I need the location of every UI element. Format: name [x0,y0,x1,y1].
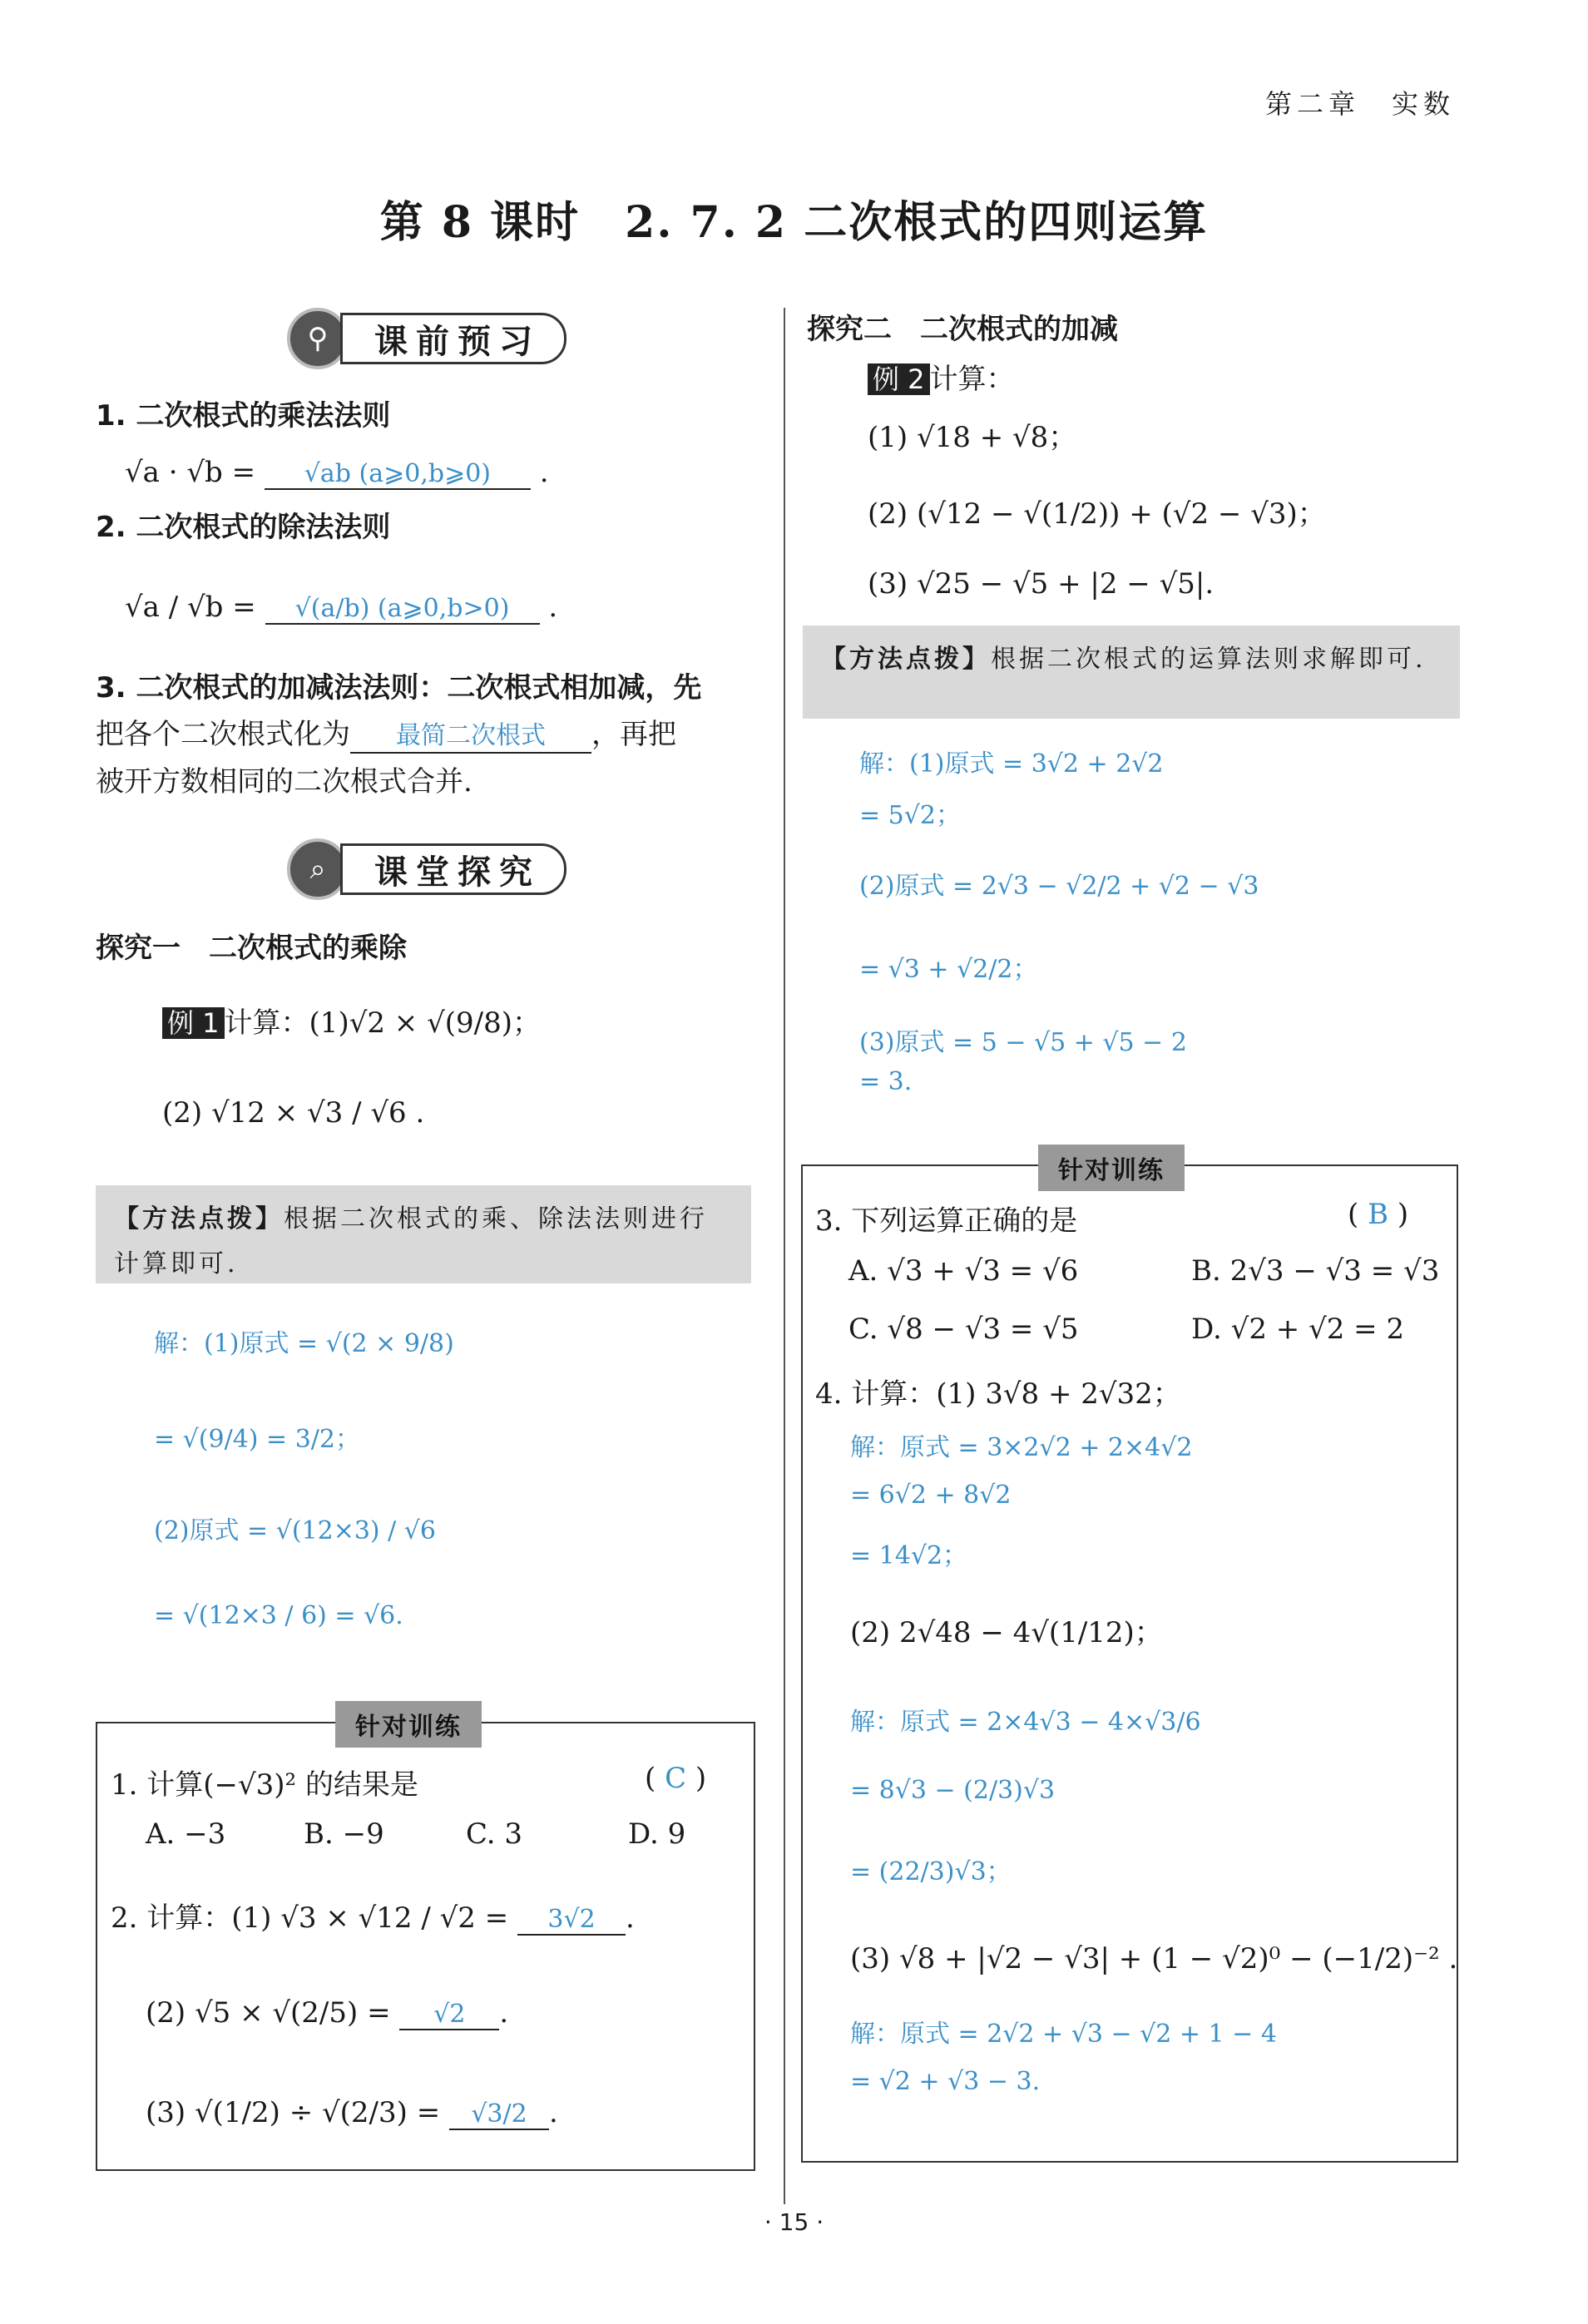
column-divider [784,308,785,2204]
practice-q1-option-b: B. −9 [304,1817,384,1851]
practice-q1: 1. 计算(−√3)² 的结果是 [111,1768,418,1802]
preview-q3-line2a: 把各个二次根式化为 [96,718,350,752]
lesson-title: 第 8 课时 2. 7. 2 二次根式的四则运算 [379,197,1209,248]
method-tip-1 [96,1185,751,1283]
practice-q3: 3. 下列运算正确的是 [815,1204,1078,1238]
solution2-line1: 解：(1)原式 = 3√2 + 2√2 [859,749,1164,779]
method-tip-2-text: 根据二次根式的运算法则求解即可. [991,645,1427,674]
solution2-line2: = 5√2； [859,801,961,830]
explore-section1-title: 探究一 二次根式的乘除 [96,932,407,965]
practice-q4-2: (2) 2√48 − 4√(1/12)； [850,1616,1163,1649]
practice-q1-answer: C [665,1762,687,1795]
chapter-header: 第二章 实数 [1264,88,1455,120]
practice-q2-2: (2) √5 × √(2/5) = [146,1996,391,2030]
practice-tag-left: 针对训练 [335,1701,482,1748]
explore-banner-label: 课堂探究 [340,843,566,895]
preview-q3-line1: 3. 二次根式的加减法法则：二次根式相加减，先 [96,671,702,705]
preview-q3-line3: 被开方数相同的二次根式合并. [96,765,472,799]
practice-q2-1-answer: 3√2 [517,1905,626,1936]
solution1-line3: (2)原式 = √(12×3) / √6 [154,1516,437,1545]
practice-q3-option-c: C. √8 − √3 = √5 [848,1313,1079,1346]
example1-line1: 计算：(1)√2 × √(9/8)； [224,1006,542,1040]
practice-q4-2-sol2: = 8√3 − (2/3)√3 [850,1776,1056,1805]
practice-q2-2-answer: √2 [399,2000,499,2030]
practice-q4-1-sol1: 解：原式 = 3×2√2 + 2×4√2 [850,1433,1193,1462]
method-tip-2-label: 【方法点拨】 [821,645,991,674]
practice-q4-2-sol1: 解：原式 = 2×4√3 − 4×√3/6 [850,1708,1201,1737]
practice-q3-answer: B [1368,1198,1389,1231]
example2-intro: 计算： [929,363,1015,396]
practice-q2-3: (3) √(1/2) ÷ √(2/3) = [146,2096,441,2129]
preview-banner-label: 课前预习 [340,313,566,364]
solution2-line3: (2)原式 = 2√3 − √2/2 + √2 − √3 [859,872,1259,901]
preview-q3-answer: 最简二次根式 [350,719,591,754]
practice-q4-2-sol3: = (22/3)√3； [850,1857,1012,1886]
solution2-line5: (3)原式 = 5 − √5 + √5 − 2 [859,1028,1187,1057]
preview-q1-answer: √ab (a⩾0,b⩾0) [265,459,531,490]
practice-q1-option-c: C. 3 [466,1817,523,1851]
location-pin-icon: ⚲ [287,308,349,369]
practice-q3-option-a: A. √3 + √3 = √6 [848,1254,1079,1288]
practice-q2-3-answer: √3/2 [449,2099,549,2130]
practice-q3-option-d: D. √2 + √2 = 2 [1191,1313,1405,1346]
example2-item1: (1) √18 + √8； [868,421,1077,454]
example1-line2: (2) √12 × √3 / √6 . [162,1096,425,1130]
page-number: · 15 · [764,2208,824,2236]
practice-q2-1: 2. 计算：(1) √3 × √12 / √2 = [111,1901,509,1935]
practice-q4-1-sol2: = 6√2 + 8√2 [850,1481,1012,1510]
example2-item2: (2) (√12 − √(1/2)) + (√2 − √3)； [868,497,1326,531]
practice-q1-option-a: A. −3 [146,1817,226,1851]
magnifier-icon: ⌕ [287,838,349,900]
solution2-line4: = √3 + √2/2； [859,955,1038,984]
preview-q2-title: 2. 二次根式的除法法则 [96,511,391,544]
solution1-line4: = √(12×3 / 6) = √6. [154,1601,403,1630]
solution2-line6: = 3. [859,1067,913,1096]
practice-q3-option-b: B. 2√3 − √3 = √3 [1191,1254,1440,1288]
practice-tag-right: 针对训练 [1038,1145,1185,1191]
example2-tag: 例 2 [868,363,930,395]
example1-tag: 例 1 [162,1007,225,1039]
preview-q1-left: √a · √b = [125,456,256,489]
example2-item3: (3) √25 − √5 + |2 − √5|. [868,567,1214,601]
practice-q1-option-d: D. 9 [628,1817,686,1851]
solution1-line2: = √(9/4) = 3/2； [154,1425,360,1454]
explore-section2-title: 探究二 二次根式的加减 [807,313,1118,346]
practice-q4-1-sol3: = 14√2； [850,1541,968,1570]
preview-q3-line2b: ，再把 [591,718,676,752]
practice-q4-3-sol1: 解：原式 = 2√2 + √3 − √2 + 1 − 4 [850,2020,1277,2049]
method-tip-1-text: 根据二次根式的乘、除法法则进行计算即可. [114,1204,708,1278]
explore-banner [287,838,566,900]
method-tip-2 [803,626,1460,719]
practice-q4-1: 4. 计算：(1) 3√8 + 2√32； [815,1377,1181,1411]
preview-banner [287,308,566,369]
practice-q4-3-sol2: = √2 + √3 − 3. [850,2067,1041,2096]
preview-q2-left: √a / √b = [125,591,256,624]
preview-q1-title: 1. 二次根式的乘法法则 [96,399,391,433]
method-tip-1-label: 【方法点拨】 [114,1204,284,1234]
preview-q2-answer: √(a/b) (a⩾0,b>0) [265,594,540,625]
solution1-line1: 解：(1)原式 = √(2 × 9/8) [154,1329,454,1358]
practice-q4-3: (3) √8 + |√2 − √3| + (1 − √2)⁰ − (−1/2)⁻² . [850,1942,1458,1975]
